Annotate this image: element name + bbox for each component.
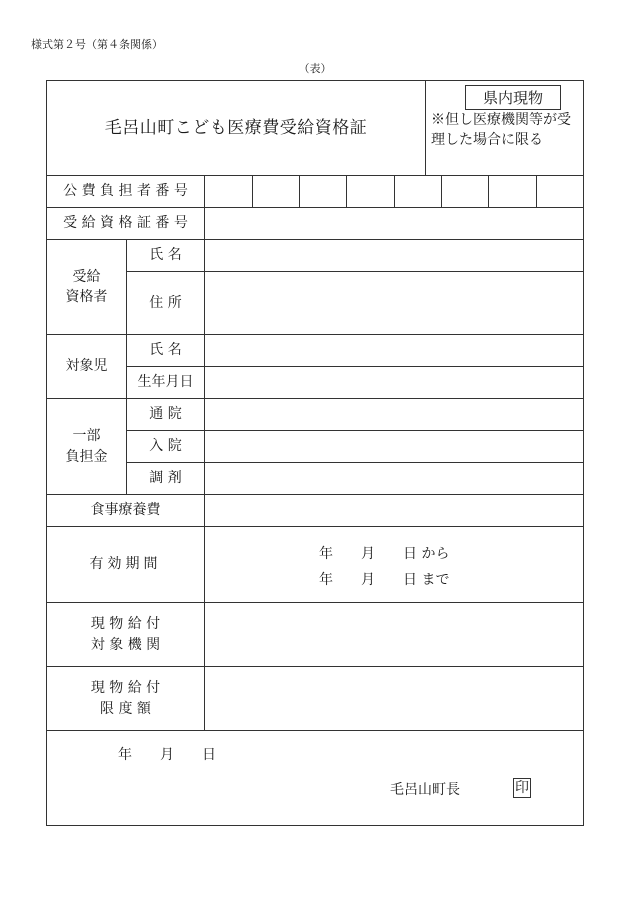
child-birthdate-label: 生年月日 [137, 374, 194, 391]
meal-cost-label: 食事療養費 [90, 502, 161, 519]
divider [46, 730, 584, 731]
validity-to: 年 月 日 まで [319, 572, 450, 588]
side-label: （表） [298, 62, 332, 75]
notice-text: ※但し医療機関等が受理した場合に限る [431, 112, 571, 149]
validity-from: 年 月 日 から [319, 546, 450, 562]
digit-divider [299, 175, 300, 207]
recipient-name-label: 氏 名 [149, 247, 182, 264]
certificate-number-label: 受 給 資 格 証 番 号 [63, 215, 188, 232]
seal-mark: 印 [515, 780, 529, 796]
digit-divider [536, 175, 537, 207]
copay-outpatient-label: 通 院 [149, 406, 182, 423]
limit-label: 現 物 給 付 限 度 額 [90, 680, 161, 717]
divider [204, 175, 205, 730]
divider [425, 80, 426, 175]
copay-group-label: 一部 負担金 [65, 428, 108, 465]
notice-tag: 県内現物 [465, 85, 561, 110]
digit-divider [394, 175, 395, 207]
child-name-label: 氏 名 [149, 342, 182, 359]
recipient-group-label: 受給 資格者 [65, 268, 108, 305]
issue-date: 年 月 日 [118, 747, 216, 763]
copay-dispensing-label: 調 剤 [149, 470, 182, 487]
digit-divider [252, 175, 253, 207]
digit-divider [488, 175, 489, 207]
copay-inpatient-label: 入 院 [149, 438, 182, 455]
recipient-address-label: 住 所 [149, 294, 182, 311]
certificate-title: 毛呂山町こども医療費受給資格証 [104, 117, 368, 138]
form-number: 様式第２号（第４条関係） [31, 38, 163, 51]
digit-divider [346, 175, 347, 207]
child-group-label: 対象児 [65, 358, 108, 375]
institution-label: 現 物 給 付 対 象 機 関 [90, 616, 161, 653]
validity-label: 有効期間 [89, 556, 162, 573]
digit-divider [441, 175, 442, 207]
mayor-label: 毛呂山町長 [390, 782, 460, 798]
public-payer-number-label: 公 費 負 担 者 番 号 [63, 183, 188, 200]
